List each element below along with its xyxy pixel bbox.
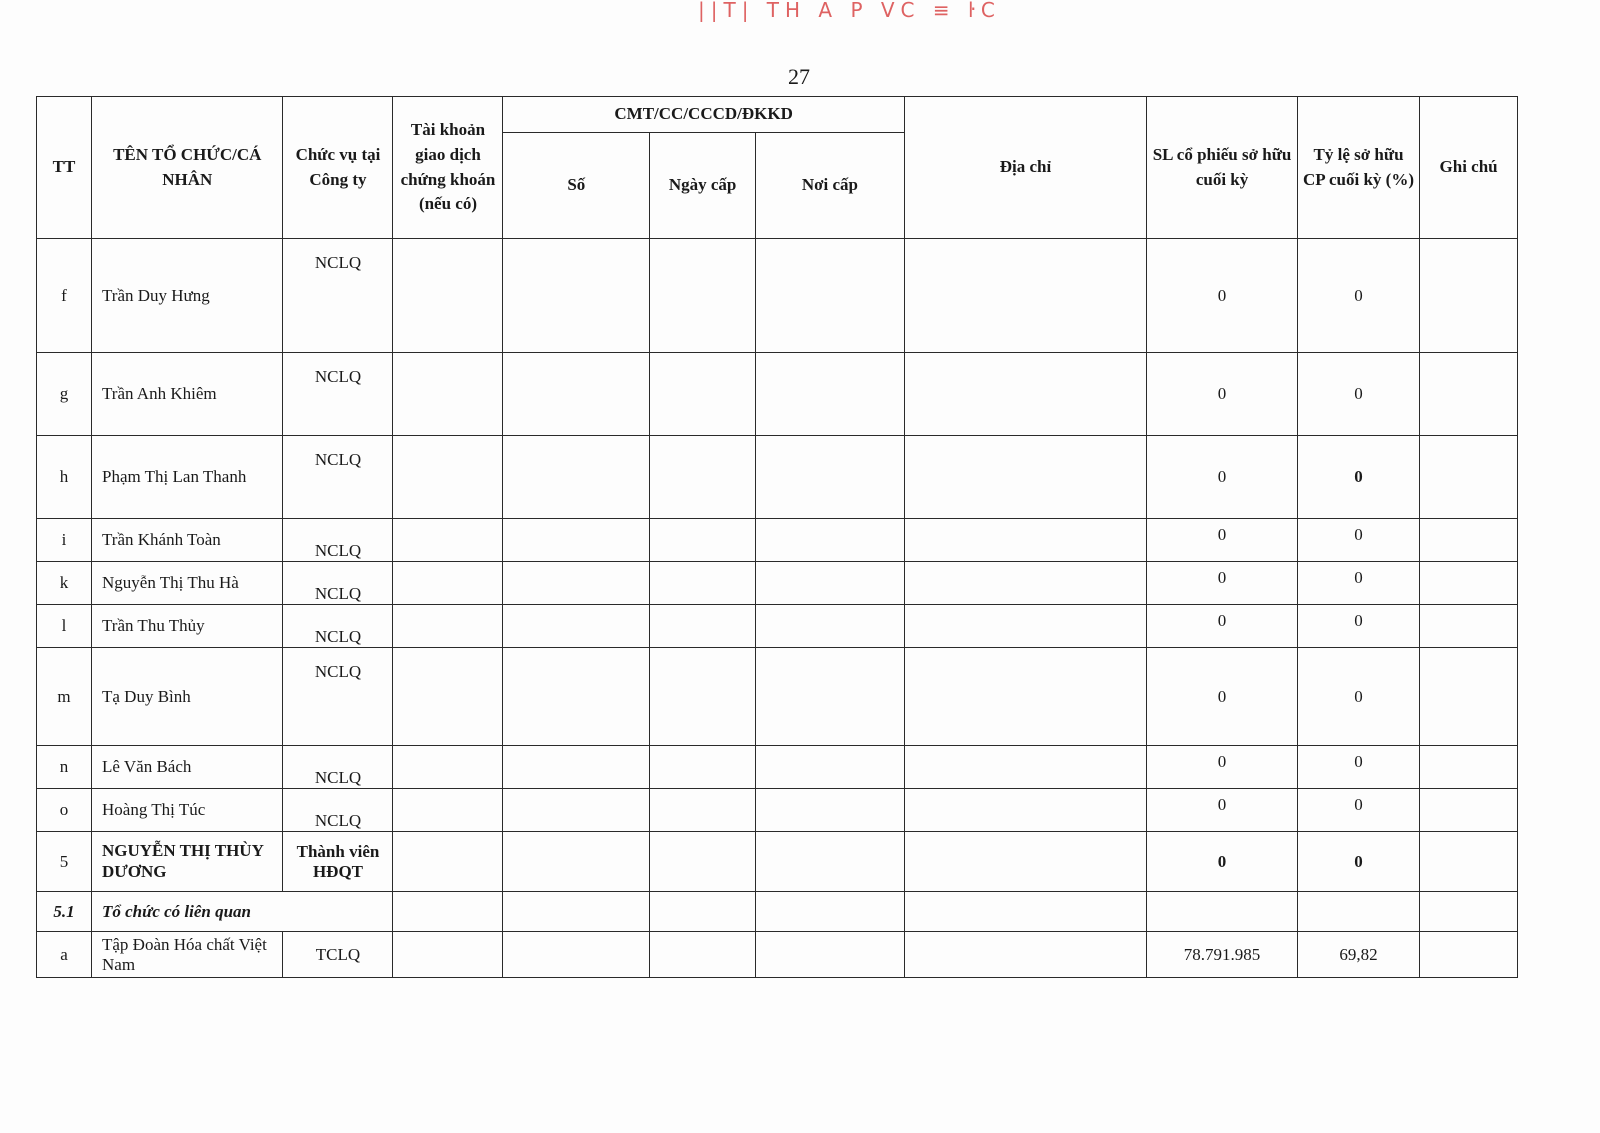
row-position: Thành viên HĐQT <box>283 832 393 892</box>
table-row <box>37 648 1518 746</box>
row-name: NGUYỄN THỊ THÙY DƯƠNG <box>92 832 283 892</box>
row-shares: 0 <box>1147 562 1298 605</box>
row-ratio: 0 <box>1297 519 1419 562</box>
row-name: Lê Văn Bách <box>92 746 283 789</box>
header-ratio: Tỷ lệ sở hữu CP cuối kỳ (%) <box>1297 97 1419 239</box>
row-shares: 78.791.985 <box>1147 932 1298 978</box>
table-row <box>37 436 1518 519</box>
row-ratio: 69,82 <box>1297 932 1419 978</box>
table-row <box>37 239 1518 353</box>
row-name: Tạ Duy Bình <box>92 648 283 746</box>
row-shares: 0 <box>1147 436 1298 519</box>
row-tt: n <box>37 746 92 789</box>
row-position: NCLQ <box>283 605 393 648</box>
row-ratio: 0 <box>1297 648 1419 746</box>
section-label: Tổ chức có liên quan <box>92 892 393 932</box>
row-ratio: 0 <box>1297 239 1419 353</box>
header-account: Tài khoản giao dịch chứng khoán (nếu có) <box>393 97 503 239</box>
row-position: NCLQ <box>283 436 393 519</box>
header-shares: SL cổ phiếu sở hữu cuối kỳ <box>1147 97 1298 239</box>
row-ratio: 0 <box>1297 436 1419 519</box>
table-row <box>37 789 1518 832</box>
row-name: Trần Khánh Toàn <box>92 519 283 562</box>
row-position: NCLQ <box>283 789 393 832</box>
header-tt: TT <box>37 97 92 239</box>
row-shares: 0 <box>1147 605 1298 648</box>
row-name: Hoàng Thị Túc <box>92 789 283 832</box>
row-shares: 0 <box>1147 519 1298 562</box>
table-row <box>37 832 1518 892</box>
row-shares: 0 <box>1147 789 1298 832</box>
table-row <box>37 746 1518 789</box>
row-name: Phạm Thị Lan Thanh <box>92 436 283 519</box>
table-row <box>37 562 1518 605</box>
table-row <box>37 519 1518 562</box>
row-tt: k <box>37 562 92 605</box>
row-position: TCLQ <box>283 932 393 978</box>
row-shares: 0 <box>1147 746 1298 789</box>
table-row <box>37 353 1518 436</box>
header-id-no: Số <box>503 133 650 239</box>
shareholder-table <box>36 96 1518 978</box>
header-position: Chức vụ tại Công ty <box>283 97 393 239</box>
red-stamp-fragment: ||T| TH A P VC ≡ ŀC <box>698 0 1001 22</box>
header-id-place: Nơi cấp <box>756 133 905 239</box>
row-name: Tập Đoàn Hóa chất Việt Nam <box>92 932 283 978</box>
table-row <box>37 605 1518 648</box>
row-position: NCLQ <box>283 746 393 789</box>
row-tt: h <box>37 436 92 519</box>
section-row <box>37 892 1518 932</box>
row-ratio: 0 <box>1297 353 1419 436</box>
header-address: Địa chỉ <box>904 97 1146 239</box>
row-name: Trần Anh Khiêm <box>92 353 283 436</box>
row-tt: m <box>37 648 92 746</box>
header-id-group: CMT/CC/CCCD/ĐKKD <box>503 97 904 133</box>
row-shares: 0 <box>1147 353 1298 436</box>
row-name: Nguyễn Thị Thu Hà <box>92 562 283 605</box>
header-name: TÊN TỔ CHỨC/CÁ NHÂN <box>92 97 283 239</box>
row-ratio: 0 <box>1297 789 1419 832</box>
row-ratio: 0 <box>1297 746 1419 789</box>
row-tt: f <box>37 239 92 353</box>
row-tt: g <box>37 353 92 436</box>
row-shares: 0 <box>1147 239 1298 353</box>
row-ratio: 0 <box>1297 562 1419 605</box>
row-tt: i <box>37 519 92 562</box>
table-row <box>37 932 1518 978</box>
row-position: NCLQ <box>283 648 393 746</box>
row-tt: a <box>37 932 92 978</box>
row-tt: 5 <box>37 832 92 892</box>
row-name: Trần Thu Thủy <box>92 605 283 648</box>
row-name: Trần Duy Hưng <box>92 239 283 353</box>
row-position: NCLQ <box>283 519 393 562</box>
row-tt: 5.1 <box>37 892 92 932</box>
row-shares: 0 <box>1147 648 1298 746</box>
row-shares: 0 <box>1147 832 1298 892</box>
header-note: Ghi chú <box>1420 97 1518 239</box>
header-id-date: Ngày cấp <box>650 133 756 239</box>
row-ratio: 0 <box>1297 605 1419 648</box>
row-ratio: 0 <box>1297 832 1419 892</box>
page-number: 27 <box>788 64 810 89</box>
row-tt: l <box>37 605 92 648</box>
row-position: NCLQ <box>283 353 393 436</box>
row-position: NCLQ <box>283 562 393 605</box>
row-position: NCLQ <box>283 239 393 353</box>
row-tt: o <box>37 789 92 832</box>
